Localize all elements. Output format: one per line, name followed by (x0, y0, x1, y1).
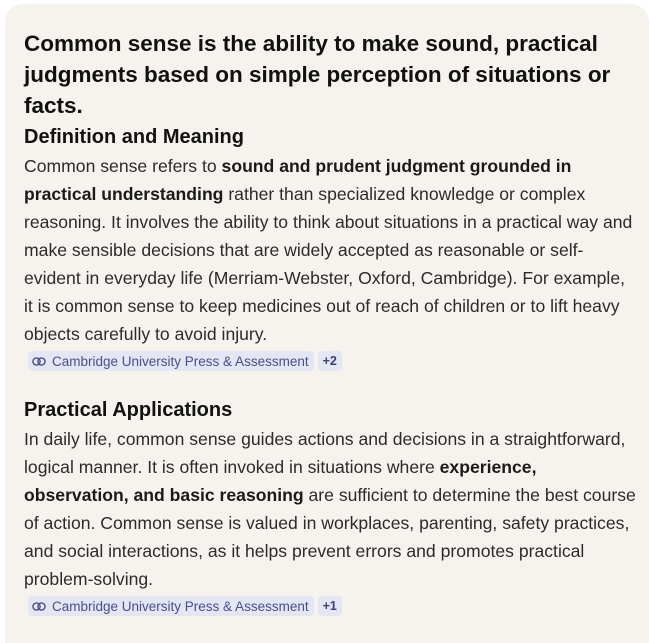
body-emphasis: sound and prudent judgment grounded in practical understanding (24, 156, 572, 204)
body-text: rather than specialized knowledge or complex reasoning. It involves the ability to think about situations in a practical way and make sensible decisions that are widely accepted as reasonable or self-evident in everyday life (Merriam-Webster, Oxford, Cambridge). For example, it is common sense to keep medicines out of reach of children or to lift heavy objects carefully to avoid injury. (24, 184, 633, 344)
source-chip[interactable] (28, 351, 314, 371)
body-emphasis: experience, observation, and basic reasoning (24, 457, 537, 505)
source-chip[interactable] (28, 596, 314, 616)
more-sources-button[interactable]: +1 (318, 596, 342, 616)
source-row-definition (28, 350, 637, 372)
source-chip-label: Cambridge University Press & Assessment (52, 598, 309, 614)
section-title-applications: Practical Applications (24, 399, 233, 421)
body-text: In daily life, common sense guides actions and decisions in a straightforward, logical manner. It is often invoked in situations where (24, 429, 626, 477)
answer-headline: Common sense is the ability to make sound, practical judgments based on simple perception of situations or facts. (24, 31, 611, 118)
link-icon (32, 357, 46, 366)
more-sources-button[interactable]: +2 (318, 351, 342, 371)
body-text: are sufficient to determine the best course of action. Common sense is valued in workplaces, parenting, safety practices, and social interactions, as it helps prevent errors and promotes practical problem-solving. (24, 485, 636, 589)
section-title-definition: Definition and Meaning (24, 126, 244, 148)
answer-card (5, 4, 649, 643)
source-row-applications (28, 595, 637, 617)
source-chip-label: Cambridge University Press & Assessment (52, 353, 309, 369)
section-body-definition (24, 152, 637, 348)
link-icon (32, 602, 46, 611)
section-body-applications (24, 425, 637, 593)
body-text: Common sense refers to (24, 156, 222, 176)
